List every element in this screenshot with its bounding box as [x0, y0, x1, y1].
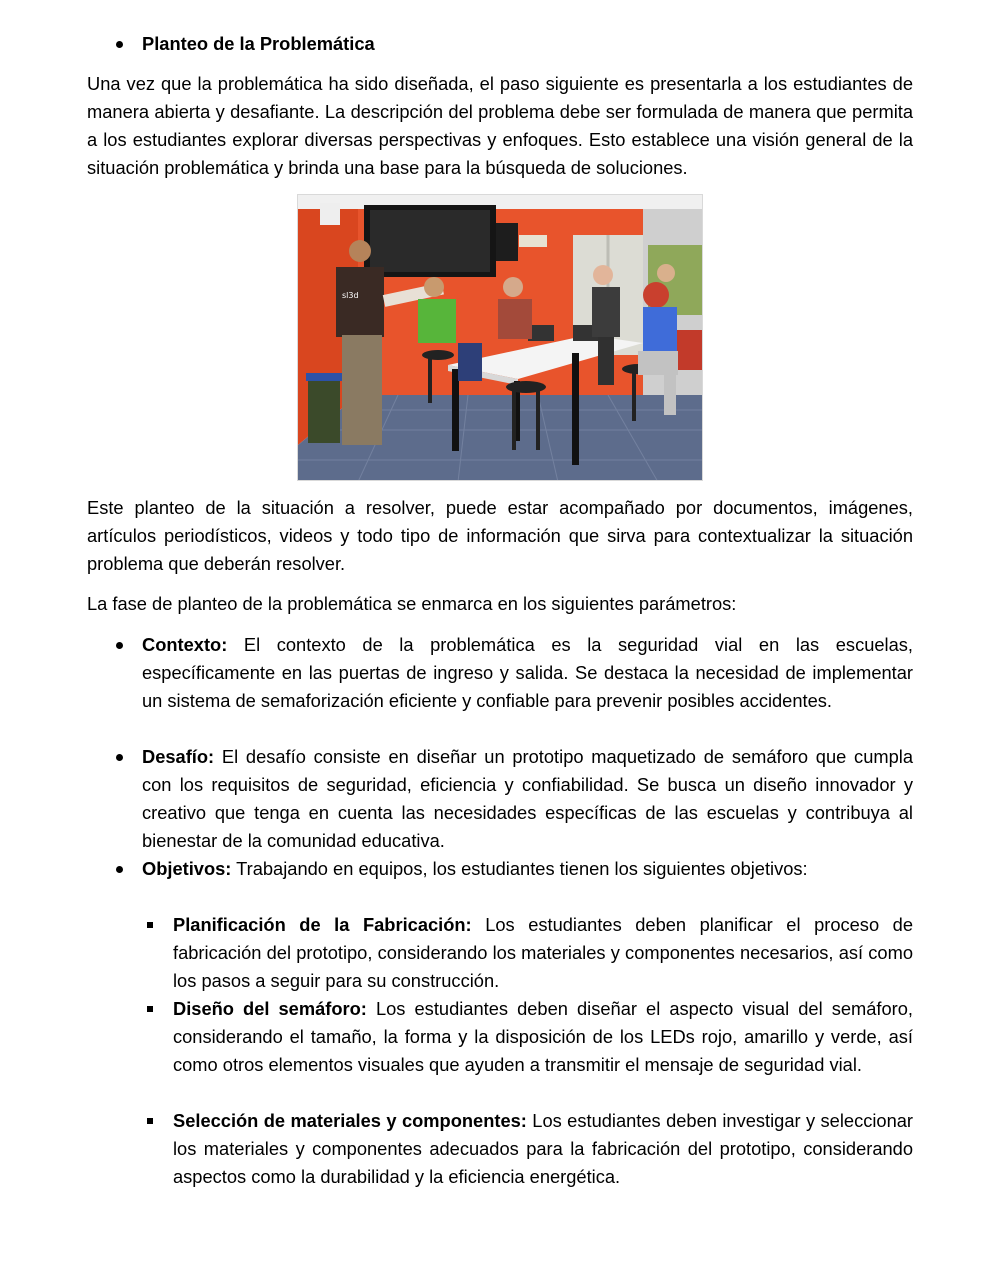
square-bullet-icon — [147, 1118, 153, 1124]
bullet-icon — [116, 642, 123, 649]
param-item-objectives — [116, 855, 913, 883]
objective-item-design — [147, 995, 913, 1079]
square-bullet-icon — [147, 1006, 153, 1012]
objective-item-materials — [147, 1107, 913, 1191]
bullet-icon — [116, 754, 123, 761]
section-heading: Planteo de la Problemática — [142, 33, 375, 54]
param-text: El contexto de la problemática es la seguridad vial en las escuelas, específicamente en las puertas de ingreso y salida. Se destaca la necesidad de implementar un sistema de semaforización eficiente y confiable para prevenir posibles accidentes. — [142, 634, 913, 711]
param-label: Contexto: — [142, 634, 228, 655]
intro-paragraph: Una vez que la problemática ha sido diseñada, el paso siguiente es presentarla a los estudiantes de manera abierta y desafiante. La descripción del problema debe ser formulada de manera que permita a los estudiantes explorar diversas perspectivas y enfoques. Esto establece una visión general de la situación problemática y brinda una base para la búsqueda de soluciones. — [87, 73, 913, 178]
objective-label: Diseño del semáforo: — [173, 998, 367, 1019]
param-text: Trabajando en equipos, los estudiantes tienen los siguientes objetivos: — [231, 858, 808, 879]
objective-label: Selección de materiales y componentes: — [173, 1110, 527, 1131]
param-text: El desafío consiste en diseñar un prototipo maquetizado de semáforo que cumpla con los requisitos de seguridad, eficiencia y confiabilidad. Se busca un diseño innovador y creativo que tenga en cuenta las necesidades específicas de las escuelas y contribuya al bienestar de la comunidad educativa. — [142, 746, 913, 851]
objective-text: Los estudiantes deben diseñar el aspecto visual del semáforo, considerando el tamaño, la forma y la disposición de los LEDs rojo, amarillo y verde, así como otros elementos visuales que ayuden a transmitir el mensaje de seguridad vial. — [173, 998, 913, 1075]
square-bullet-icon — [147, 922, 153, 928]
objective-item-planning — [147, 911, 913, 995]
param-label: Desafío: — [142, 746, 215, 767]
classroom-scene — [298, 195, 703, 481]
objective-text: Los estudiantes deben investigar y seleccionar los materiales y componentes adecuados para la fabricación del prototipo, considerando aspectos como la durabilidad y la eficiencia energética. — [173, 1110, 914, 1187]
bullet-icon — [116, 41, 123, 48]
param-item-challenge — [116, 743, 913, 855]
heading-item — [116, 30, 916, 58]
bullet-icon — [116, 866, 123, 873]
parameters-intro: La fase de planteo de la problemática se enmarca en los siguientes parámetros: — [87, 593, 737, 614]
shirt-logo: sl3d — [342, 291, 359, 300]
objective-label: Planificación de la Fabricación: — [173, 914, 472, 935]
param-item-context — [116, 631, 913, 715]
context-paragraph: Este planteo de la situación a resolver, puede estar acompañado por documentos, imágenes, artículos periodísticos, videos y todo tipo de información que sirva para contextualizar la situación problema que deberán resolver. — [87, 497, 913, 574]
classroom-illustration — [297, 194, 703, 481]
objective-text: Los estudiantes deben planificar el proceso de fabricación del prototipo, considerando los materiales y componentes necesarios, así como los pasos a seguir para su construcción. — [173, 914, 913, 991]
param-label: Objetivos: — [142, 858, 232, 879]
